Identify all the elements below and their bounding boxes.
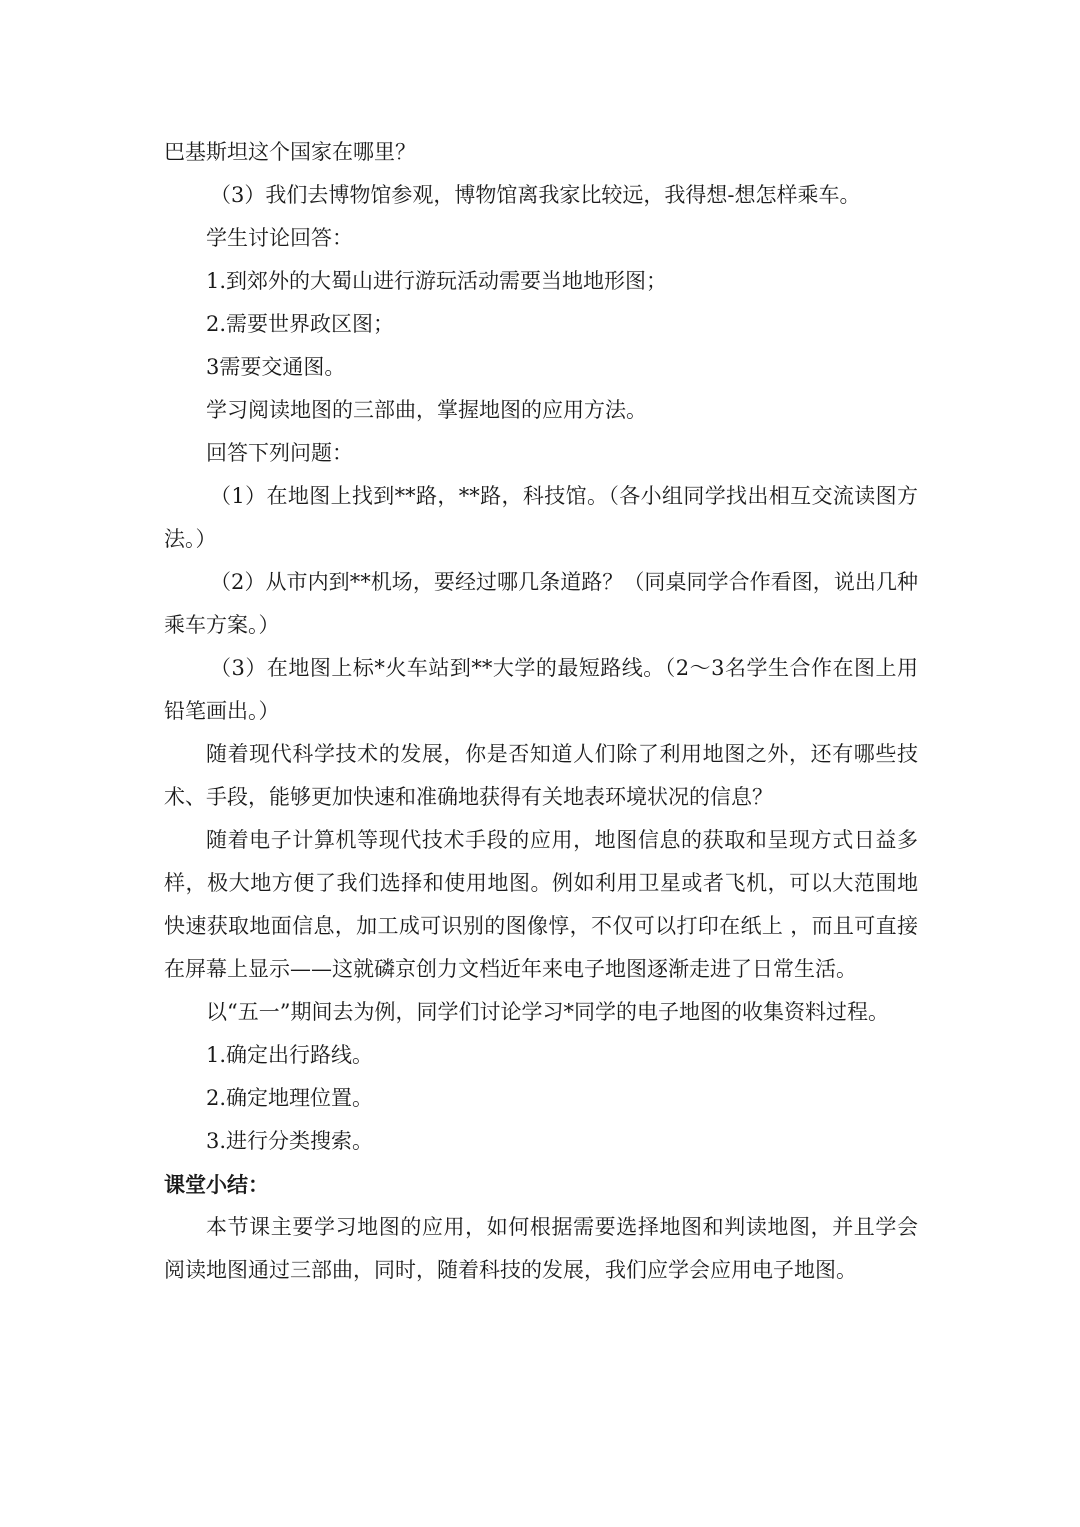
paragraph-answer-questions: 回答下列问题：	[206, 441, 353, 465]
answer-item-1: 1.到郊外的大蜀山进行游玩活动需要当地地形图；	[206, 269, 668, 293]
paragraph-pakistan-question: 巴基斯坦这个国家在哪里？	[164, 140, 416, 164]
paragraph-students-discuss: 学生讨论回答：	[206, 226, 353, 250]
question-item-2: （2）从市内到**机场，要经过哪几条道路？（同桌同学合作看图，说出几种乘车方案。）	[164, 570, 918, 637]
paragraph-may-day-example: 以“五一”期间去为例，同学们讨论学习*同学的电子地图的收集资料过程。	[206, 1000, 889, 1024]
step-item-3: 3.进行分类搜索。	[206, 1129, 374, 1153]
step-item-1: 1.确定出行路线。	[206, 1043, 374, 1067]
question-item-3: （3）在地图上标*火车站到**大学的最短路线。（2～3名学生合作在图上用铅笔画出。）	[164, 656, 918, 723]
paragraph-museum-question: （3）我们去博物馆参观，博物馆离我家比较远，我得想-想怎样乘车。	[210, 183, 861, 207]
paragraph-technology-question: 随着现代科学技术的发展，你是否知道人们除了利用地图之外，还有哪些技术、手段，能够更加快速和准确地获得有关地表环境状况的信息？	[164, 742, 918, 809]
question-item-1: （1）在地图上找到**路，**路，科技馆。（各小组同学找出相互交流读图方法。）	[164, 484, 918, 551]
paragraph-learn-three-steps: 学习阅读地图的三部曲，掌握地图的应用方法。	[206, 398, 647, 422]
paragraph-electronic-maps: 随着电子计算机等现代技术手段的应用，地图信息的获取和呈现方式日益多样，极大地方便了我们选择和使用地图。例如利用卫星或者飞机，可以大范围地快速获取地面信息，加工成可识别的图像惇，不仅可以打印在纸上 ，而且可直接在屏幕上显示——这就磷京创力文档近年来电子地图逐渐走进了日常生活。	[164, 828, 918, 981]
document-body	[164, 131, 918, 1292]
step-item-2: 2.确定地理位置。	[206, 1086, 374, 1110]
answer-item-2: 2.需要世界政区图；	[206, 312, 395, 336]
summary-heading: 课堂小结：	[164, 1172, 269, 1197]
answer-item-3: 3需要交通图。	[206, 355, 346, 379]
summary-paragraph: 本节课主要学习地图的应用，如何根据需要选择地图和判读地图，并且学会阅读地图通过三部曲，同时，随着科技的发展，我们应学会应用电子地图。	[164, 1215, 918, 1282]
